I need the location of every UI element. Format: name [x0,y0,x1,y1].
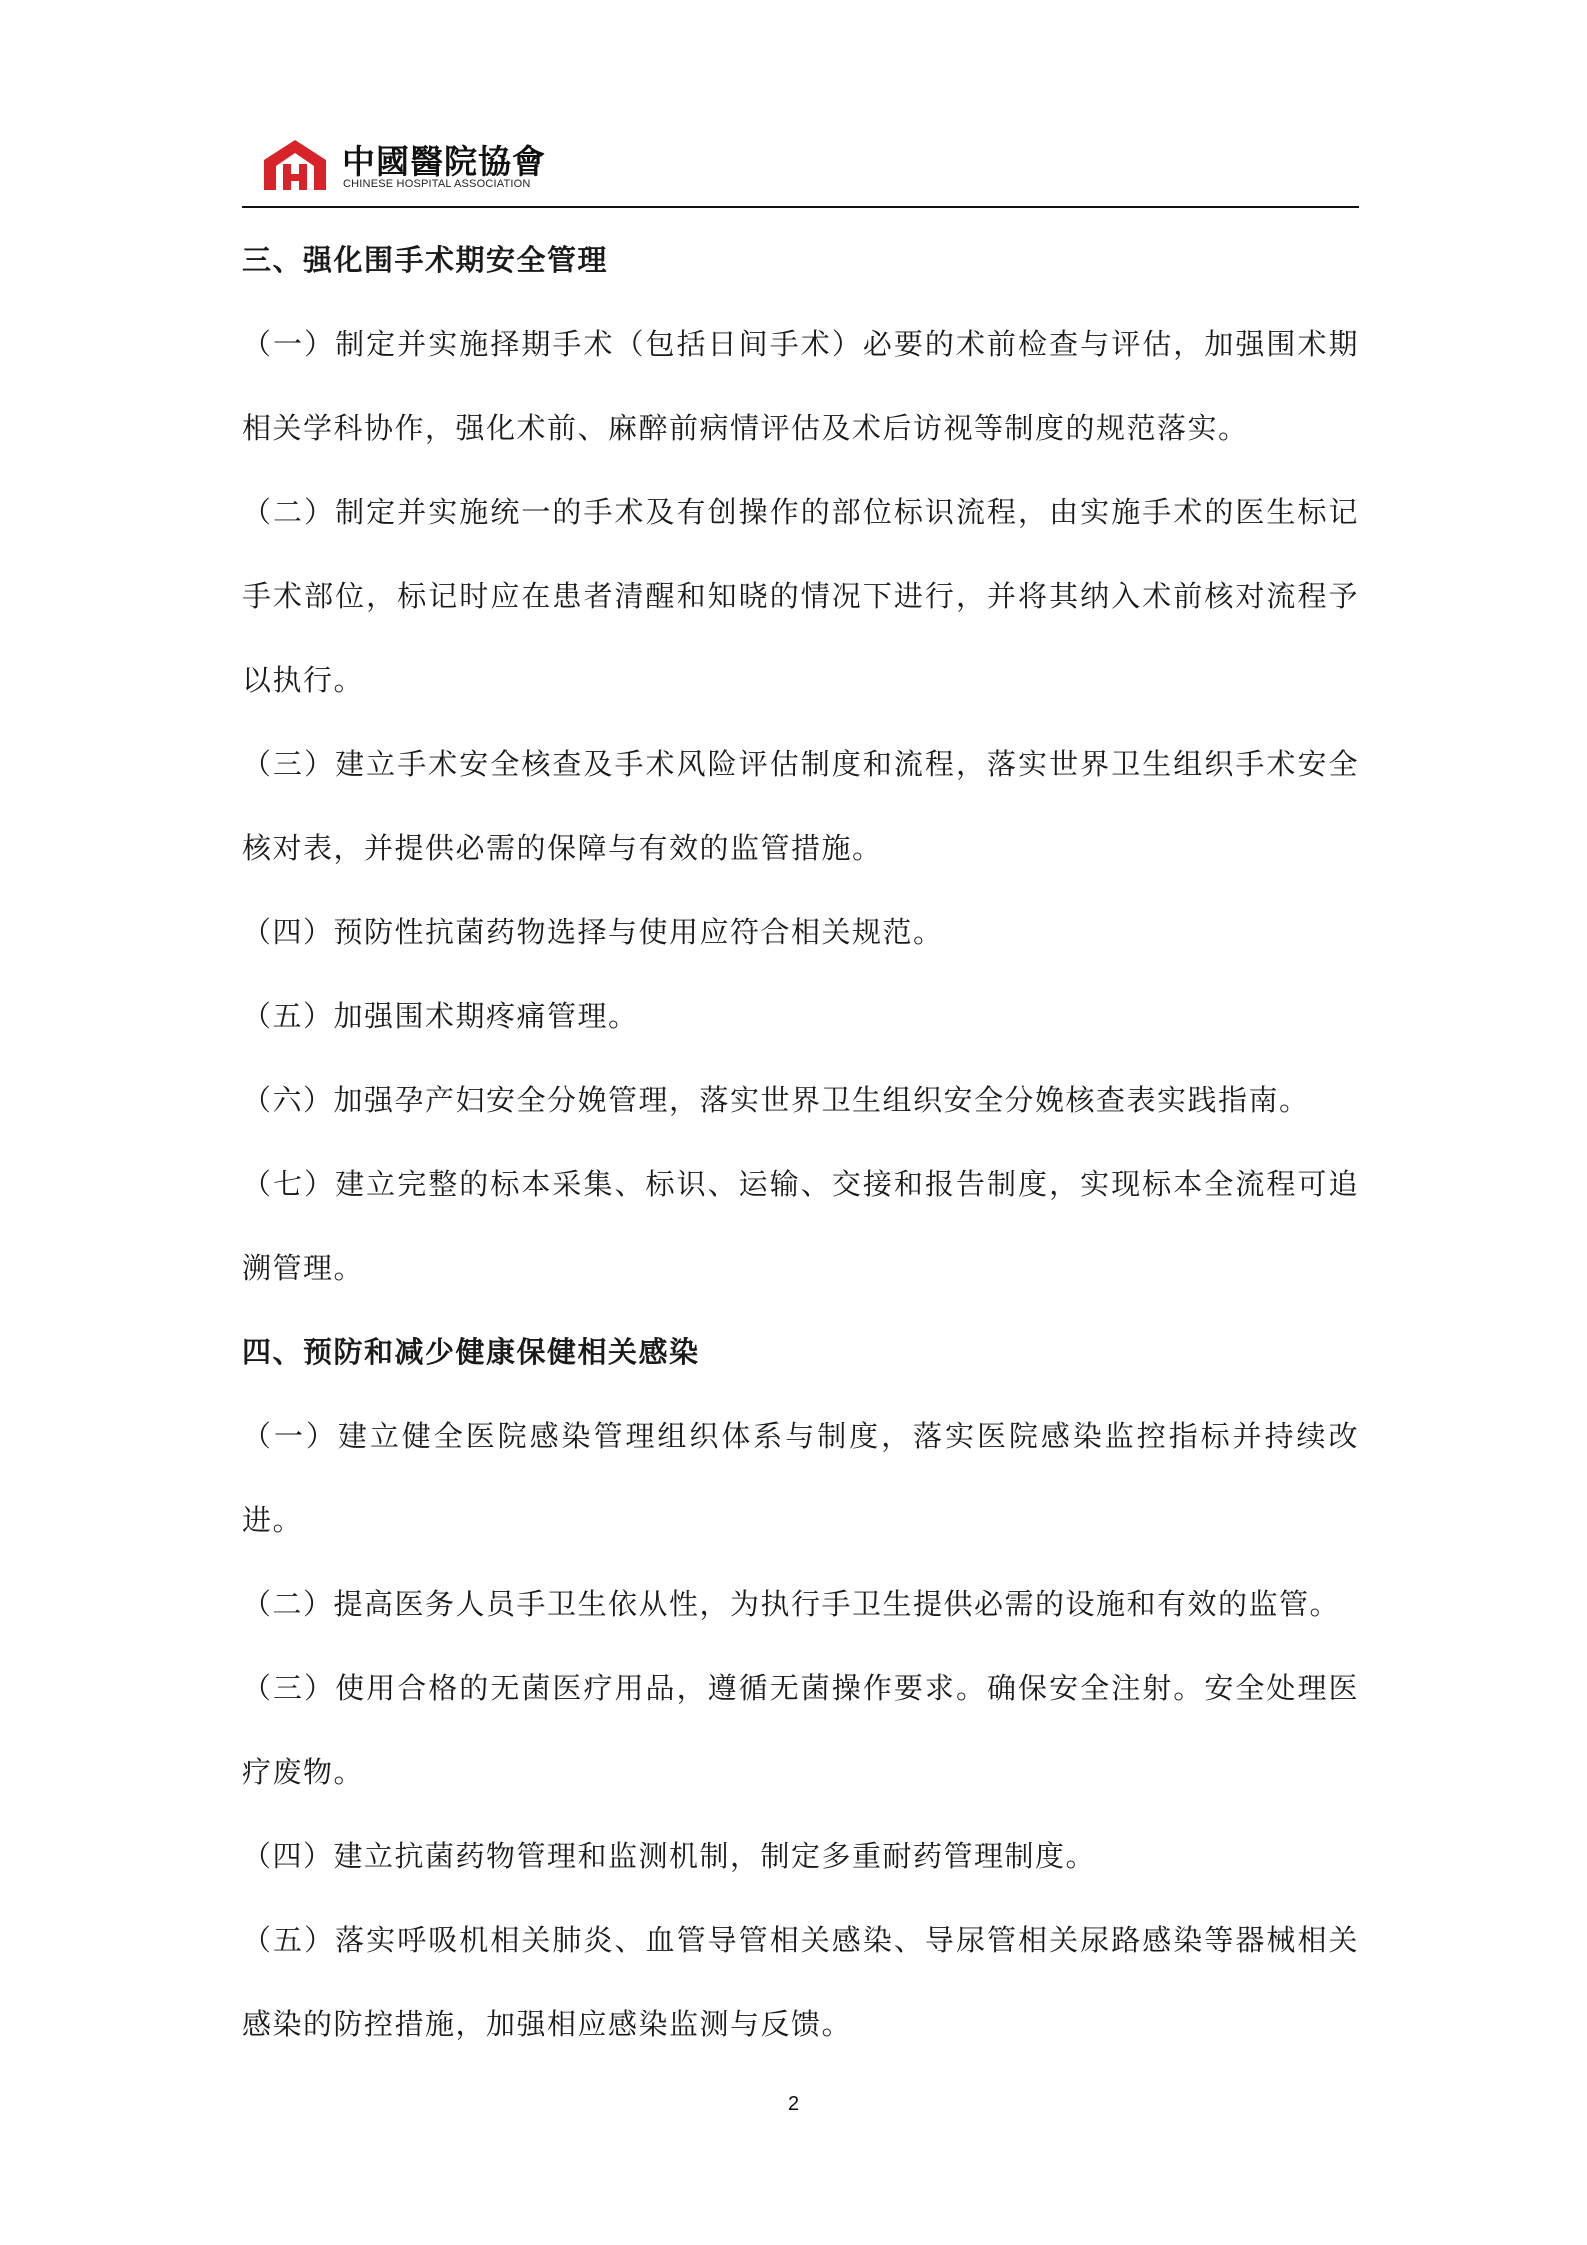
section-heading: 三、强化围手术期安全管理 [242,243,609,277]
paragraph: （七）建立完整的标本采集、标识、运输、交接和报告制度，实现标本全流程可追溯管理。 [242,1167,1359,1285]
header-divider [242,206,1359,208]
document-body [242,218,1359,2066]
paragraph: （三）使用合格的无菌医疗用品，遵循无菌操作要求。确保安全注射。安全处理医疗废物。 [242,1671,1359,1789]
hospital-association-logo-icon [260,138,330,192]
paragraph: （四）预防性抗菌药物选择与使用应符合相关规范。 [242,915,944,949]
page-number: 2 [787,2093,800,2115]
logo-chinese-name: 中國醫院協會 [342,142,546,181]
page-header [242,130,1359,208]
paragraph: （一）制定并实施择期手术（包括日间手术）必要的术前检查与评估，加强围术期相关学科协作，强化术前、麻醉前病情评估及术后访视等制度的规范落实。 [242,327,1359,445]
paragraph: （三）建立手术安全核查及手术风险评估制度和流程，落实世界卫生组织手术安全核对表，并提供必需的保障与有效的监管措施。 [242,747,1359,865]
logo-english-name: CHINESE HOSPITAL ASSOCIATION [343,178,531,190]
paragraph: （二）提高医务人员手卫生依从性，为执行手卫生提供必需的设施和有效的监管。 [242,1587,1341,1621]
section-heading: 四、预防和减少健康保健相关感染 [242,1335,700,1369]
paragraph: （五）落实呼吸机相关肺炎、血管导管相关感染、导尿管相关尿路感染等器械相关感染的防控措施，加强相应感染监测与反馈。 [242,1923,1359,2041]
paragraph: （五）加强围术期疼痛管理。 [242,999,639,1033]
paragraph: （六）加强孕产妇安全分娩管理，落实世界卫生组织安全分娩核查表实践指南。 [242,1083,1310,1117]
paragraph: （二）制定并实施统一的手术及有创操作的部位标识流程，由实施手术的医生标记手术部位，标记时应在患者清醒和知晓的情况下进行，并将其纳入术前核对流程予以执行。 [242,495,1359,697]
paragraph: （四）建立抗菌药物管理和监测机制，制定多重耐药管理制度。 [242,1839,1097,1873]
paragraph: （一）建立健全医院感染管理组织体系与制度，落实医院感染监控指标并持续改进。 [242,1419,1359,1537]
